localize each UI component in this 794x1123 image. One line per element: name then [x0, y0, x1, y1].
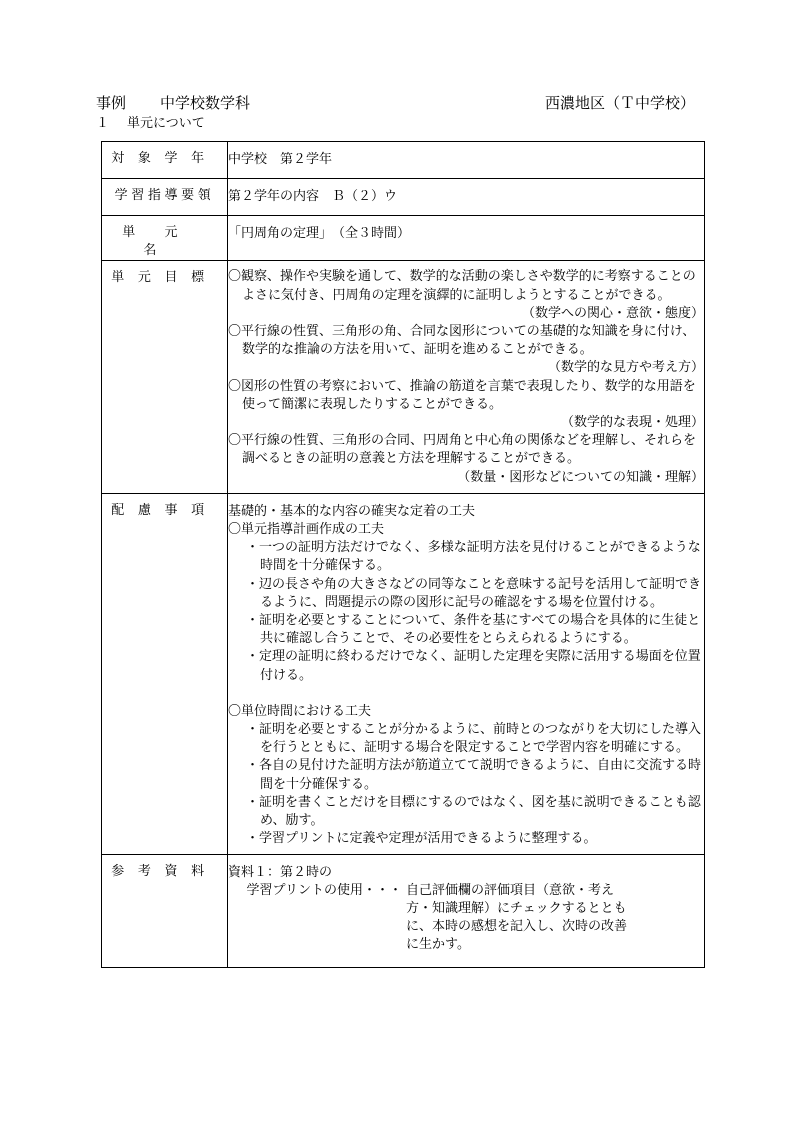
- row-unit-name: [102, 216, 705, 261]
- goal-tag: （数量・図形などについての知識・理解）: [457, 469, 704, 485]
- label-guideline: 学習指導要領: [114, 188, 215, 203]
- plan-item: ・定理の証明に終わるだけでなく、証明した定理を実際に活用する場面を位置付ける。: [246, 649, 701, 683]
- value-guideline: 第２学年の内容 Ｂ（２）ウ: [228, 189, 398, 204]
- label-unit-name: 単元名: [122, 225, 207, 259]
- goal-tag: （数学的な表現・処理）: [560, 415, 704, 431]
- goal-tag: （数学的な見方や考え方）: [547, 360, 704, 376]
- lesson-heading: 〇単位時間における工夫: [228, 703, 372, 719]
- section-number: １: [96, 116, 110, 131]
- considerations-intro: 基礎的・基本的な内容の確実な定着の工夫: [228, 503, 476, 519]
- goal-item: 〇観察、操作や実験を通して、数学的な活動の楽しさや数学的に考察することのよさに気付き、円周角の定理を演繹的に証明しようとすることができる。: [228, 269, 696, 303]
- value-target-grade: 中学校 第２学年: [228, 152, 333, 167]
- goal-item: 〇平行線の性質、三角形の角、合同な図形についての基礎的な知識を身に付け、数学的な推論の方法を用いて、証明を進めることができる。: [228, 324, 696, 358]
- label-references: 参考資料: [111, 863, 218, 879]
- section-heading: [96, 115, 205, 133]
- references-content: [228, 855, 704, 967]
- document-header-left: [96, 93, 250, 113]
- reference-item-label: 学習プリントの使用・・・: [246, 882, 402, 898]
- lesson-item: ・証明を書くことだけを目標にするのではなく、図を基に説明できることも認め、励す。: [246, 794, 701, 829]
- row-target-grade: [102, 142, 705, 179]
- goal-tag: （数学への関心・意欲・態度）: [521, 305, 704, 321]
- label-target-grade: 対象学年: [111, 151, 218, 166]
- considerations-list: [228, 494, 704, 854]
- plan-heading: 〇単元指導計画作成の工夫: [228, 522, 385, 538]
- reference-line: 資料１：第２時の: [228, 864, 333, 880]
- goals-list: [228, 261, 704, 492]
- plan-item: ・証明を必要とすることについて、条件を基にすべての場合を具体的に生徒と共に確認し合うことで、その必要性をとらえられるようにする。: [246, 613, 701, 647]
- row-goals: [102, 261, 705, 493]
- lesson-item: ・学習プリントに定義や定理が活用できるように整理する。: [246, 831, 597, 847]
- region-label: 西濃地区（Ｔ中学校）: [545, 94, 696, 112]
- row-references: [102, 854, 705, 967]
- goal-item: 〇図形の性質の考察において、推論の筋道を言葉で表現したり、数学的な用語を使って簡潔に表現したりすることができる。: [228, 378, 696, 412]
- reference-item-text: 自己評価欄の評価項目（意欲・考え方・知識理解）にチェックするとともに、本時の感想を記入し、次時の改善に生かす。: [406, 882, 628, 953]
- plan-item: ・一つの証明方法だけでなく、多様な証明方法を見付けることができるような時間を十分確保する。: [246, 540, 701, 574]
- doc-subject: 中学校数学科: [160, 94, 251, 112]
- label-goals: 単元目標: [111, 270, 218, 286]
- plan-item: ・辺の長さや角の大きさなどの同等なことを意味する記号を活用して証明できるように、問題提示の際の図形に記号の確認をする場を位置付ける。: [246, 576, 702, 610]
- section-title: 単元について: [127, 116, 205, 131]
- lesson-item: ・各自の見付けた証明方法が筋道立てて説明できるように、自由に交流する時間を十分確保する。: [246, 758, 702, 792]
- value-unit-name: 「円周角の定理」 （全３時間）: [228, 226, 411, 241]
- row-guideline: [102, 179, 705, 216]
- label-considerations: 配慮事項: [111, 502, 218, 518]
- row-considerations: [102, 493, 705, 854]
- doc-type: 事例: [96, 94, 127, 112]
- goal-item: 〇平行線の性質、三角形の合同、円周角と中心角の関係などを理解し、それらを調べるときの証明の意義と方法を理解することができる。: [228, 433, 697, 467]
- unit-table: [101, 141, 705, 968]
- lesson-item: ・証明を必要とすることが分かるように、前時とのつながりを大切にした導入を行うとともに、証明する場合を限定することで学習内容を明確にする。: [246, 722, 702, 756]
